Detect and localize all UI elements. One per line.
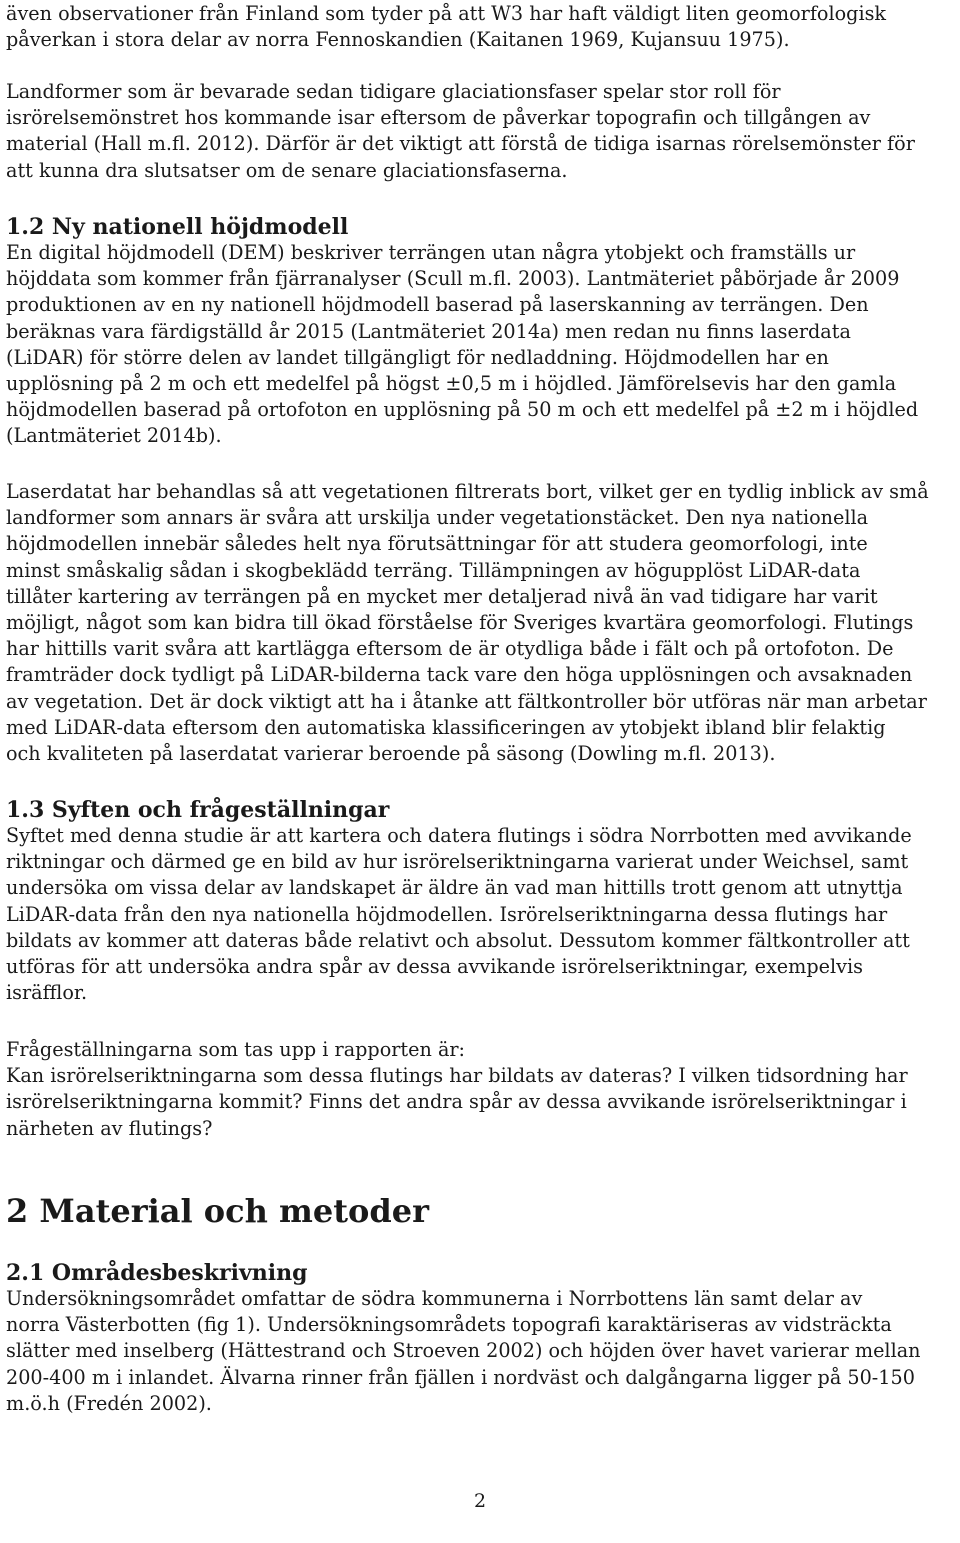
- paragraph-intro-2: [6, 79, 915, 184]
- paragraph-1-3-b: [6, 1037, 908, 1142]
- text-line: norra Västerbotten (fig 1). Undersökningsområdets topografi karaktäriseras av vidsträckta: [6, 1313, 892, 1337]
- text-line: höjdmodellen baserad på ortofoton en upplösning på 50 m och ett medelfel på ±2 m i höjdled: [6, 398, 919, 422]
- text-line: LiDAR-data från den nya nationella höjdmodellen. Isrörelseriktningarna dessa flutings har: [6, 902, 888, 926]
- text-line: Frågeställningarna som tas upp i rapporten är:: [6, 1038, 466, 1061]
- text-line: undersöka om vissa delar av landskapet är äldre än vad man hittills trott genom att utnyttja: [6, 876, 903, 900]
- text-line: landformer som annars är svåra att urskilja under vegetationstäcket. Den nya nationella: [6, 506, 869, 530]
- text-line: närheten av flutings?: [6, 1116, 213, 1140]
- page-number: 2: [473, 1490, 487, 1512]
- paragraph-2-1: [6, 1286, 921, 1417]
- text-line: 200-400 m i inlandet. Älvarna rinner från fjällen i nordväst och dalgångarna ligger på 50-150: [6, 1365, 915, 1389]
- text-line: av vegetation. Det är dock viktigt att ha i åtanke att fältkontroller bör utföras när man arbetar: [6, 689, 927, 713]
- text-line: material (Hall m.fl. 2012). Därför är det viktigt att förstå de tidiga isarnas rörelsemönster för: [6, 132, 915, 156]
- text-line: Landformer som är bevarade sedan tidigare glaciationsfaser spelar stor roll för: [6, 80, 781, 103]
- text-line: m.ö.h (Fredén 2002).: [6, 1391, 212, 1415]
- section-heading-1-2: 1.2 Ny nationell höjdmodell: [6, 214, 349, 240]
- text-line: (Lantmäteriet 2014b).: [6, 424, 222, 448]
- text-line: påverkan i stora delar av norra Fennoskandien (Kaitanen 1969, Kujansuu 1975).: [6, 28, 790, 52]
- section-heading-1-3: 1.3 Syften och frågeställningar: [6, 797, 390, 823]
- text-line: framträder dock tydligt på LiDAR-bilderna tack vare den höga upplösningen och avsaknaden: [6, 663, 913, 687]
- paragraph-1-3-a: [6, 823, 912, 1006]
- text-line: möjligt, något som kan bidra till ökad förståelse för Sveriges kvartära geomorfologi. Flutings: [6, 611, 914, 635]
- text-line: isrörelsemönstret hos kommande isar eftersom de påverkar topografin och tillgången av: [6, 106, 871, 130]
- text-line: att kunna dra slutsatser om de senare glaciationsfaserna.: [6, 158, 568, 182]
- paragraph-1-2-b: [6, 479, 929, 767]
- text-line: minst småskalig sådan i skogbeklädd terräng. Tillämpningen av högupplöst LiDAR-data: [6, 558, 861, 582]
- text-line: Kan isrörelseriktningarna som dessa flutings har bildats av dateras? I vilken tidsordning har: [6, 1064, 908, 1088]
- text-line: har hittills varit svåra att kartlägga eftersom de är otydliga både i fält och på ortofoton. De: [6, 637, 894, 661]
- text-line: beräknas vara färdigställd år 2015 (Lantmäteriet 2014a) men redan nu finns laserdata: [6, 319, 851, 343]
- text-line: riktningar och därmed ge en bild av hur isrörelseriktningarna varierat under Weichsel, samt: [6, 850, 909, 874]
- text-line: tillåter kartering av terrängen på en mycket mer detaljerad nivå än vad tidigare har varit: [6, 584, 878, 608]
- text-line: slätter med inselberg (Hättestrand och Stroeven 2002) och höjden över havet varierar mellan: [6, 1339, 921, 1363]
- text-line: (LiDAR) för större delen av landet tillgängligt för nedladdning. Höjdmodellen har en: [6, 345, 829, 369]
- text-line: upplösning på 2 m och ett medelfel på högst ±0,5 m i höjdled. Jämförelsevis har den gamla: [6, 372, 897, 396]
- chapter-heading-2: 2 Material och metoder: [6, 1192, 429, 1230]
- section-heading-2-1: 2.1 Områdesbeskrivning: [6, 1260, 308, 1286]
- text-line: isräfflor.: [6, 981, 88, 1005]
- text-line: Syftet med denna studie är att kartera och datera flutings i södra Norrbotten med avvikande: [6, 824, 912, 847]
- text-line: isrörelseriktningarna kommit? Finns det andra spår av dessa avvikande isrörelseriktningar i: [6, 1090, 907, 1114]
- text-line: med LiDAR-data eftersom den automatiska klassificeringen av ytobjekt ibland blir felaktig: [6, 715, 886, 739]
- text-line: även observationer från Finland som tyder på att W3 har haft väldigt liten geomorfologisk: [6, 2, 887, 25]
- text-line: Laserdatat har behandlas så att vegetationen filtrerats bort, vilket ger en tydlig inblick av små: [6, 480, 929, 503]
- text-line: Undersökningsområdet omfattar de södra kommunerna i Norrbottens län samt delar av: [6, 1287, 863, 1310]
- text-line: höjdmodellen innebär således helt nya förutsättningar för att studera geomorfologi, inte: [6, 532, 868, 556]
- text-line: utföras för att undersöka andra spår av dessa avvikande isrörelseriktningar, exempelvis: [6, 955, 863, 979]
- text-line: produktionen av en ny nationell höjdmodell baserad på laserskanning av terrängen. Den: [6, 293, 869, 317]
- text-line: höjddata som kommer från fjärranalyser (Scull m.fl. 2003). Lantmäteriet påbörjade år 2009: [6, 267, 900, 291]
- paragraph-1-2-a: [6, 240, 918, 450]
- text-line: En digital höjdmodell (DEM) beskriver terrängen utan några ytobjekt och framställs ur: [6, 241, 856, 264]
- text-line: och kvaliteten på laserdatat varierar beroende på säsong (Dowling m.fl. 2013).: [6, 742, 776, 766]
- paragraph-intro-1: [6, 1, 886, 53]
- text-line: bildats av kommer att dateras både relativt och absolut. Dessutom kommer fältkontroller att: [6, 928, 910, 952]
